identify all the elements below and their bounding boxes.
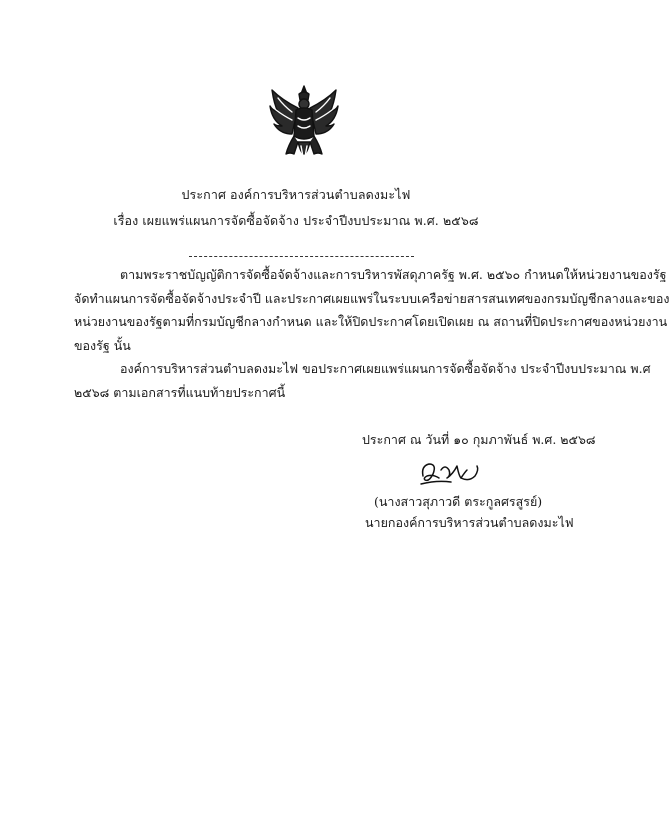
signer-name: (นางสาวสุภาวดี ตระกูลศรสูรย์) (374, 494, 543, 509)
announcement-date: ประกาศ ณ วันที่ ๑๐ กุมภาพันธ์ พ.ศ. ๒๕๖๘ (362, 432, 596, 447)
paragraph-line: ๒๕๖๘ ตามเอกสารที่แนบท้ายประกาศนี้ (74, 384, 286, 400)
body-paragraph-2 (74, 357, 651, 404)
paragraph-line: องค์การบริหารส่วนตำบลดงมะไฟ ขอประกาศเผยแพร่แผนการจัดซื้อจัดจ้าง ประจำปีงบประมาณ พ.ศ (120, 361, 651, 376)
signature-image (417, 456, 493, 490)
dashed-divider (189, 256, 414, 257)
signer-title: นายกองค์การบริหารส่วนตำบลดงมะไฟ (365, 515, 574, 530)
garuda-emblem-icon (268, 84, 340, 168)
paragraph-line: ตามพระราชบัญญัติการจัดซื้อจัดจ้างและการบริหารพัสดุภาครัฐ พ.ศ. ๒๕๖๐ กำหนดให้หน่วยงานของรัฐ (120, 267, 667, 282)
body-paragraph-1 (74, 263, 669, 357)
paragraph-line: หน่วยงานของรัฐตามที่กรมบัญชีกลางกำหนด และให้ปิดประกาศโดยเปิดเผย ณ สถานที่ปิดประกาศของหน่วยงาน (74, 314, 668, 329)
subject-title: เรื่อง เผยแพร่แผนการจัดซื้อจัดจ้าง ประจำปีงบประมาณ พ.ศ. ๒๕๖๘ (113, 213, 479, 228)
paragraph-line: ของรัฐ นั้น (74, 337, 131, 353)
paragraph-line: จัดทำแผนการจัดซื้อจัดจ้างประจำปี และประกาศเผยแพร่ในระบบเครือข่ายสารสนเทศของกรมบัญชีกลางและของ (74, 290, 669, 306)
announcement-title: ประกาศ องค์การบริหารส่วนตำบลดงมะไฟ (181, 187, 411, 202)
